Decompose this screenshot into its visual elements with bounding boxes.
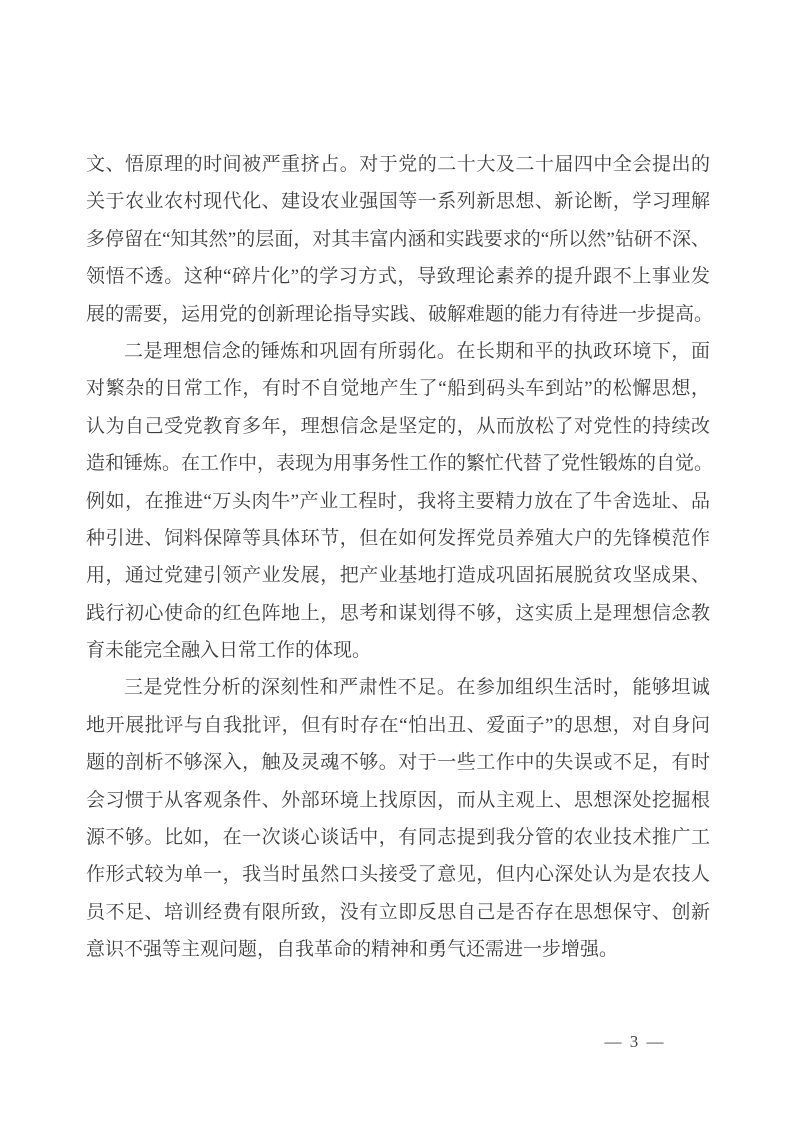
text-line: 作形式较为单一，我当时虽然口头接受了意见，但内心深处认为是农技人 xyxy=(86,864,710,886)
text-line: 二是理想信念的锤炼和巩固有所弱化。在长期和平的执政环境下，面 xyxy=(124,340,710,362)
text-line: 领悟不透。这种“碎片化”的学习方式，导致理论素养的提升跟不上事业发 xyxy=(86,266,710,288)
page-number: — 3 — xyxy=(604,1032,666,1051)
text-line: 会习惯于从客观条件、外部环境上找原因，而从主观上、思想深处挖掘根 xyxy=(86,789,710,811)
text-line: 用，通过党建引领产业发展，把产业基地打造成巩固拓展脱贫攻坚成果、 xyxy=(86,565,710,587)
paragraph xyxy=(86,146,714,333)
text-line: 种引进、饲料保障等具体环节，但在如何发挥党员养殖大户的先锋模范作 xyxy=(86,527,710,549)
text-line: 意识不强等主观问题，自我革命的精神和勇气还需进一步增强。 xyxy=(86,939,619,961)
paragraph xyxy=(86,669,710,968)
text-line: 造和锤炼。在工作中，表现为用事务性工作的繁忙代替了党性锻炼的自觉。 xyxy=(86,453,714,475)
paragraph xyxy=(86,333,714,670)
text-line: 题的剖析不够深入，触及灵魂不够。对于一些工作中的失误或不足，有时 xyxy=(86,752,710,774)
document-body xyxy=(86,146,714,969)
text-line: 文、悟原理的时间被严重挤占。对于党的二十大及二十届四中全会提出的 xyxy=(86,154,710,175)
text-line: 三是党性分析的深刻性和严肃性不足。在参加组织生活时，能够坦诚 xyxy=(124,677,710,699)
text-line: 源不够。比如，在一次谈心谈话中，有同志提到我分管的农业技术推广工 xyxy=(86,827,710,849)
text-line: 例如，在推进“万头肉牛”产业工程时，我将主要精力放在了牛舍选址、品 xyxy=(86,490,710,512)
text-line: 认为自己受党教育多年，理想信念是坚定的，从而放松了对党性的持续改 xyxy=(86,415,710,437)
text-line: 关于农业农村现代化、建设农业强国等一系列新思想、新论断，学习理解 xyxy=(86,191,710,213)
text-line: 多停留在“知其然”的层面，对其丰富内涵和实践要求的“所以然”钻研不深、 xyxy=(86,228,710,250)
text-line: 员不足、培训经费有限所致，没有立即反思自己是否存在思想保守、创新 xyxy=(86,901,710,923)
text-line: 展的需要，运用党的创新理论指导实践、破解难题的能力有待进一步提高。 xyxy=(86,303,714,325)
text-line: 育未能完全融入日常工作的体现。 xyxy=(86,640,372,662)
text-line: 践行初心使命的红色阵地上，思考和谋划得不够，这实质上是理想信念教 xyxy=(86,602,710,624)
text-line: 对繁杂的日常工作，有时不自觉地产生了“船到码头车到站”的松懈思想， xyxy=(86,378,710,400)
text-line: 地开展批评与自我批评，但有时存在“怕出丑、爱面子”的思想，对自身问 xyxy=(86,714,710,736)
